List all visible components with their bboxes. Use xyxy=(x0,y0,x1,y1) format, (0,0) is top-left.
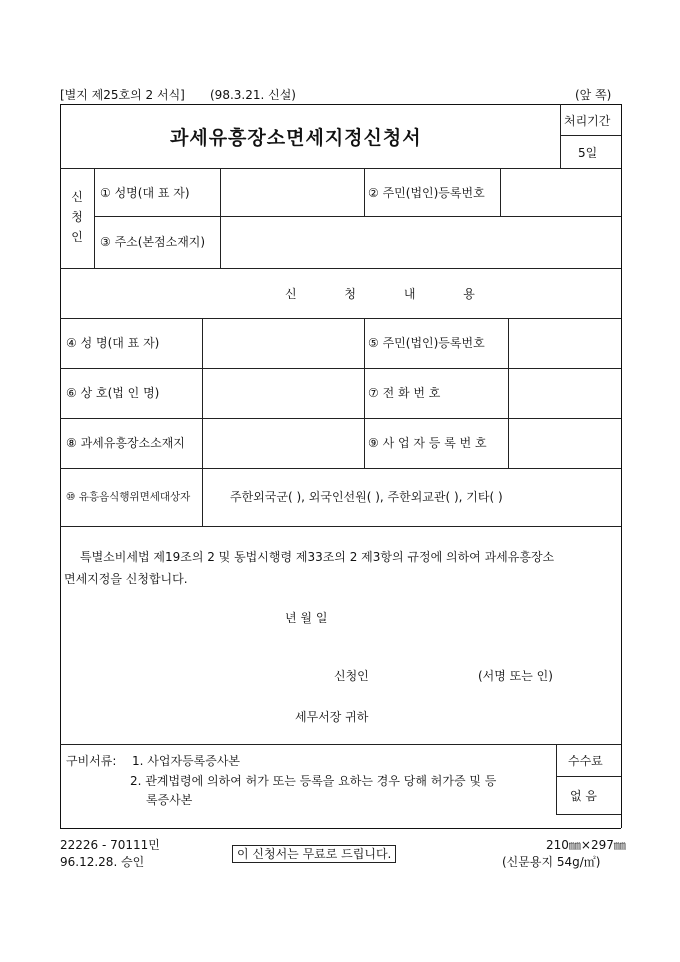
declaration-date[interactable]: 년 월 일 xyxy=(285,611,328,625)
attachments-label: 구비서류: xyxy=(66,754,117,768)
declaration-line-2: 면세지정을 신청합니다. xyxy=(64,572,188,586)
declaration-addressee: 세무서장 귀하 xyxy=(295,710,369,724)
detail-location-label: ⑧ 과세유흥장소소재지 xyxy=(66,436,185,450)
detail-phone-label: ⑦ 전 화 번 호 xyxy=(368,386,441,400)
detail-target-label: ⑩ 유흥음식행위면세대상자 xyxy=(66,491,191,503)
applicant-address-label: ③ 주소(본점소재지) xyxy=(100,235,206,249)
footer-paper: (신문용지 54g/㎡) xyxy=(502,855,601,869)
detail-trade-name-field[interactable] xyxy=(204,370,362,416)
declaration-signature[interactable]: (서명 또는 인) xyxy=(478,669,553,683)
detail-business-no-field[interactable] xyxy=(510,420,619,466)
detail-location-field[interactable] xyxy=(204,420,362,466)
footer-code: 22226 - 70111민 xyxy=(60,838,160,852)
form-revision: (98.3.21. 신설) xyxy=(210,88,296,102)
detail-target-options[interactable]: 주한외국군( ), 외국인선원( ), 주한외교관( ), 기타( ) xyxy=(230,490,503,504)
applicant-group-char-2: 청 xyxy=(71,210,83,224)
processing-period-value: 5일 xyxy=(578,146,598,160)
attachment-item-2-line-2: 록증사본 xyxy=(146,793,193,807)
section-title: 신 청 내 용 xyxy=(285,287,497,301)
detail-phone-field[interactable] xyxy=(510,370,619,416)
footer-approval: 96.12.28. 승인 xyxy=(60,855,145,869)
fee-value: 없 음 xyxy=(570,789,597,803)
applicant-name-field[interactable] xyxy=(222,170,362,214)
detail-name-field[interactable] xyxy=(204,320,362,366)
processing-period-label: 처리기간 xyxy=(564,114,611,128)
fee-label: 수수료 xyxy=(568,754,603,768)
detail-reg-no-label: ⑤ 주민(법인)등록번호 xyxy=(368,336,485,350)
form-title: 과세유흥장소면세지정신청서 xyxy=(170,127,422,149)
applicant-address-field[interactable] xyxy=(222,218,619,266)
declaration-applicant: 신청인 xyxy=(334,669,369,683)
attachment-item-1: 1. 사업자등록증사본 xyxy=(132,754,241,768)
applicant-reg-no-field[interactable] xyxy=(502,170,619,214)
applicant-reg-no-label: ② 주민(법인)등록번호 xyxy=(368,186,485,200)
detail-business-no-label: ⑨ 사 업 자 등 록 번 호 xyxy=(368,436,487,450)
applicant-group-char-1: 신 xyxy=(71,190,83,204)
footer-notice: 이 신청서는 무료로 드립니다. xyxy=(232,845,396,863)
detail-reg-no-field[interactable] xyxy=(510,320,619,366)
footer-size: 210㎜×297㎜ xyxy=(546,838,626,852)
declaration-line-1: 특별소비세법 제19조의 2 및 동법시행령 제33조의 2 제3항의 규정에 의하여 과세유흥장소 xyxy=(80,550,555,564)
detail-trade-name-label: ⑥ 상 호(법 인 명) xyxy=(66,386,160,400)
detail-name-label: ④ 성 명(대 표 자) xyxy=(66,336,160,350)
applicant-name-label: ① 성명(대 표 자) xyxy=(100,186,190,200)
form-label: [별지 제25호의 2 서식] xyxy=(60,88,185,102)
page-side: (앞 쪽) xyxy=(575,88,612,102)
attachment-item-2-line-1: 2. 관계법령에 의하여 허가 또는 등록을 요하는 경우 당해 허가증 및 등 xyxy=(130,774,497,788)
applicant-group-char-3: 인 xyxy=(71,230,83,244)
